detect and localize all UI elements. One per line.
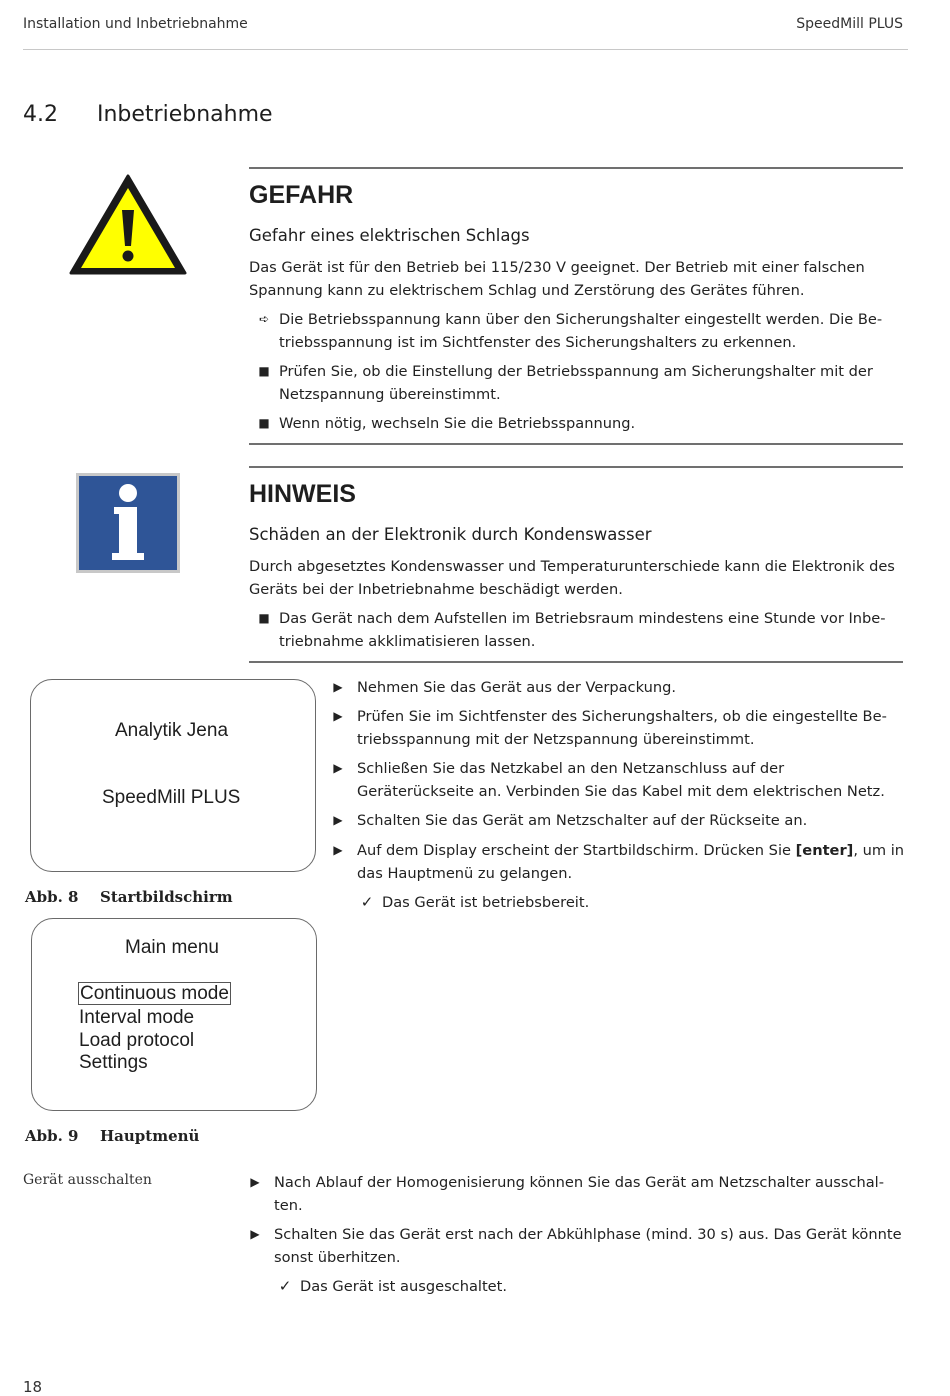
info-icon (76, 473, 180, 573)
notice-text: Durch abgesetztes Kondenswasser und Temperaturunterschiede kann die Elektronik des Geräts bei der Inbetriebnahme beschädigt werden. (249, 558, 895, 598)
checkmark-icon: ✓ (278, 1277, 292, 1295)
danger-instruction: ■ Wenn nötig, wechseln Sie die Betriebsspannung. (249, 412, 904, 435)
hint-arrow-icon: ➪ (258, 312, 270, 326)
notice-bottom-rule (249, 661, 903, 663)
danger-instruction: ■ Prüfen Sie, ob die Einstellung der Betriebsspannung am Sicherungshalter mit der Netzspannung übereinstimmt. (249, 360, 904, 406)
display-manufacturer: Analytik Jena (115, 720, 229, 741)
notice-signal-word: HINWEIS (249, 480, 356, 508)
step-arrow-icon: ▶ (333, 680, 343, 694)
danger-text: Das Gerät ist für den Betrieb bei 115/230 V geeignet. Der Betrieb mit einer falschen Spannung kann zu elektrischem Schlag und Zerstörung des Gerätes führen. (249, 259, 865, 299)
header-divider (23, 49, 908, 50)
step-item: ▶ Prüfen Sie im Sichtfenster des Sicherungshalters, ob die eingestellte Betriebsspannung mit der Netzspannung übereinstimmt. (331, 705, 905, 751)
notice-top-rule (249, 466, 903, 468)
menu-item-selected: Continuous mode (80, 983, 229, 1004)
step-item: ▶ Schließen Sie das Netzkabel an den Netzanschluss auf der Geräterückseite an. Verbinden Sie das Kabel mit dem elektrischen Netz. (331, 757, 905, 803)
square-bullet-icon: ■ (258, 416, 270, 430)
step-item: ▶ Nehmen Sie das Gerät aus der Verpackung. (331, 676, 905, 699)
menu-item: Settings (79, 1052, 148, 1073)
checkmark-icon: ✓ (360, 893, 374, 911)
danger-hint: ➪ Die Betriebsspannung kann über den Sicherungshalter eingestellt werden. Die Betriebsspannung ist im Sichtfenster des Sicherungshalters zu erkennen. (249, 308, 904, 354)
notice-instruction: ■ Das Gerät nach dem Aufstellen im Betriebsraum mindestens eine Stunde vor Inbetriebnahme akklimatisieren lassen. (249, 607, 904, 653)
menu-title: Main menu (125, 937, 219, 958)
figure-number: Abb. 9 (25, 1127, 79, 1145)
danger-title: Gefahr eines elektrischen Schlags (249, 226, 530, 245)
enter-key: [enter] (795, 842, 854, 859)
step-arrow-icon: ▶ (333, 761, 343, 775)
shutdown-step: ▶ Nach Ablauf der Homogenisierung können Sie das Gerät am Netzschalter ausschalten. (249, 1171, 904, 1217)
step-item: ▶ Auf dem Display erscheint der Startbildschirm. Drücken Sie [enter], um in das Hauptmenü zu gelangen. (331, 839, 905, 885)
warning-triangle-icon (68, 172, 188, 278)
side-label-shutdown: Gerät ausschalten (23, 1172, 152, 1188)
step-arrow-icon: ▶ (333, 813, 343, 827)
figure-number: Abb. 8 (25, 888, 79, 906)
section-title: Inbetriebnahme (97, 102, 273, 127)
step-arrow-icon: ▶ (250, 1175, 260, 1189)
page-number: 18 (23, 1378, 43, 1396)
section-number: 4.2 (23, 102, 58, 127)
danger-top-rule (249, 167, 903, 169)
danger-signal-word: GEFAHR (249, 181, 354, 209)
menu-item: Interval mode (79, 1007, 195, 1028)
step-arrow-icon: ▶ (250, 1227, 260, 1241)
running-header-product: SpeedMill PLUS (796, 16, 903, 32)
square-bullet-icon: ■ (258, 611, 270, 625)
step-result: ✓ Das Gerät ist betriebsbereit. (357, 891, 897, 914)
figure-caption: Startbildschirm (100, 888, 233, 906)
step-item: ▶ Schalten Sie das Gerät am Netzschalter auf der Rückseite an. (331, 809, 905, 832)
figure-caption: Hauptmenü (100, 1127, 200, 1145)
main-menu-display (31, 918, 317, 1111)
step-arrow-icon: ▶ (333, 843, 343, 857)
running-header-chapter: Installation und Inbetriebnahme (23, 16, 248, 32)
start-screen-display (30, 679, 316, 872)
notice-title: Schäden an der Elektronik durch Kondenswasser (249, 525, 652, 544)
shutdown-step: ▶ Schalten Sie das Gerät erst nach der Abkühlphase (mind. 30 s) aus. Das Gerät könnte sonst überhitzen. (249, 1223, 904, 1269)
display-product: SpeedMill PLUS (102, 787, 241, 808)
step-arrow-icon: ▶ (333, 709, 343, 723)
danger-bottom-rule (249, 443, 903, 445)
square-bullet-icon: ■ (258, 364, 270, 378)
shutdown-result: ✓ Das Gerät ist ausgeschaltet. (275, 1275, 895, 1298)
menu-item: Load protocol (79, 1030, 195, 1051)
